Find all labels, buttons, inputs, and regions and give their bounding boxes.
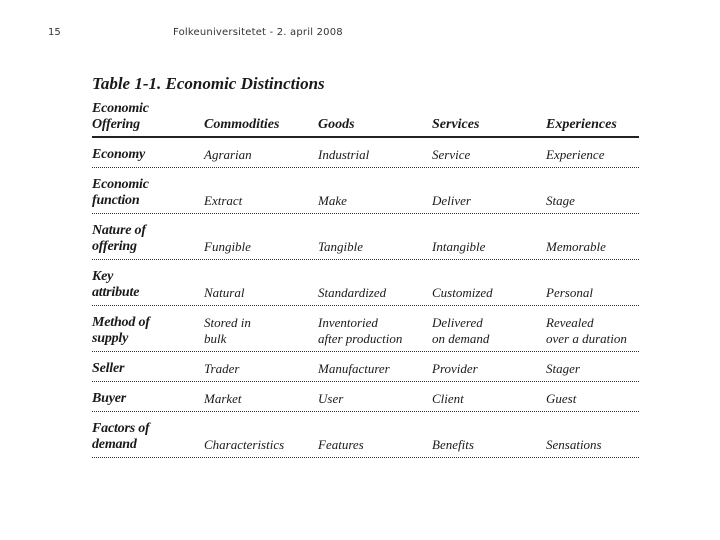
table-cell: Customized xyxy=(432,285,493,300)
table-cell: Delivered on demand xyxy=(432,315,490,346)
table-cell: Client xyxy=(432,391,464,406)
table-cell: Provider xyxy=(432,361,478,376)
table-cell: Extract xyxy=(204,193,243,208)
table-cell: Characteristics xyxy=(204,437,285,452)
table-cell: Personal xyxy=(546,285,593,300)
slide-header: Folkeuniversitetet - 2. april 2008 xyxy=(173,27,343,38)
row-label: Factors of demand xyxy=(92,421,150,452)
table-cell: Agrarian xyxy=(204,147,252,162)
row-label: Method of supply xyxy=(92,315,150,346)
table-header-row xyxy=(92,102,639,138)
table-cell: Inventoried after production xyxy=(318,315,403,346)
table-cell: Stage xyxy=(546,193,575,208)
table-row-economic-function xyxy=(92,168,639,214)
table-row-nature-of-offering xyxy=(92,214,639,260)
economic-distinctions-table xyxy=(92,102,639,458)
table-cell: Stored in bulk xyxy=(204,315,251,346)
table-cell: Features xyxy=(318,437,364,452)
slide-number: 15 xyxy=(48,27,61,38)
table-cell: Memorable xyxy=(546,239,606,254)
column-header-experiences: Experiences xyxy=(546,117,617,132)
table-row-economy xyxy=(92,138,639,168)
table-cell: Benefits xyxy=(432,437,474,452)
table-cell: Fungible xyxy=(204,239,251,254)
row-label: Economic function xyxy=(92,177,149,208)
table-cell: User xyxy=(318,391,344,406)
table-row-method-of-supply xyxy=(92,306,639,352)
table-cell: Tangible xyxy=(318,239,364,254)
table-cell: Make xyxy=(318,193,347,208)
table-cell: Guest xyxy=(546,391,577,406)
table-title: Table 1-1. Economic Distinctions xyxy=(92,74,325,93)
table-row-buyer xyxy=(92,382,639,412)
table-cell: Revealed over a duration xyxy=(546,315,627,346)
table-row-seller xyxy=(92,352,639,382)
table-cell: Industrial xyxy=(318,147,370,162)
column-header-services: Services xyxy=(432,117,480,132)
table-cell: Natural xyxy=(204,285,245,300)
row-label: Economy xyxy=(92,147,146,162)
table-cell: Manufacturer xyxy=(318,361,390,376)
row-label: Nature of offering xyxy=(92,223,146,254)
table-cell: Experience xyxy=(546,147,605,162)
column-header-commodities: Commodities xyxy=(204,117,280,132)
table-cell: Standardized xyxy=(318,285,387,300)
table-cell: Stager xyxy=(546,361,580,376)
column-header-economic-offering: Economic Offering xyxy=(92,101,149,132)
row-label: Key attribute xyxy=(92,269,140,300)
table-cell: Trader xyxy=(204,361,240,376)
column-header-goods: Goods xyxy=(318,117,355,132)
table-cell: Intangible xyxy=(432,239,486,254)
table-cell: Deliver xyxy=(432,193,471,208)
table-cell: Sensations xyxy=(546,437,602,452)
table-row-factors-of-demand xyxy=(92,412,639,458)
row-label: Buyer xyxy=(92,391,127,406)
table-cell: Market xyxy=(204,391,242,406)
row-label: Seller xyxy=(92,361,125,376)
table-row-key-attribute xyxy=(92,260,639,306)
table-cell: Service xyxy=(432,147,471,162)
